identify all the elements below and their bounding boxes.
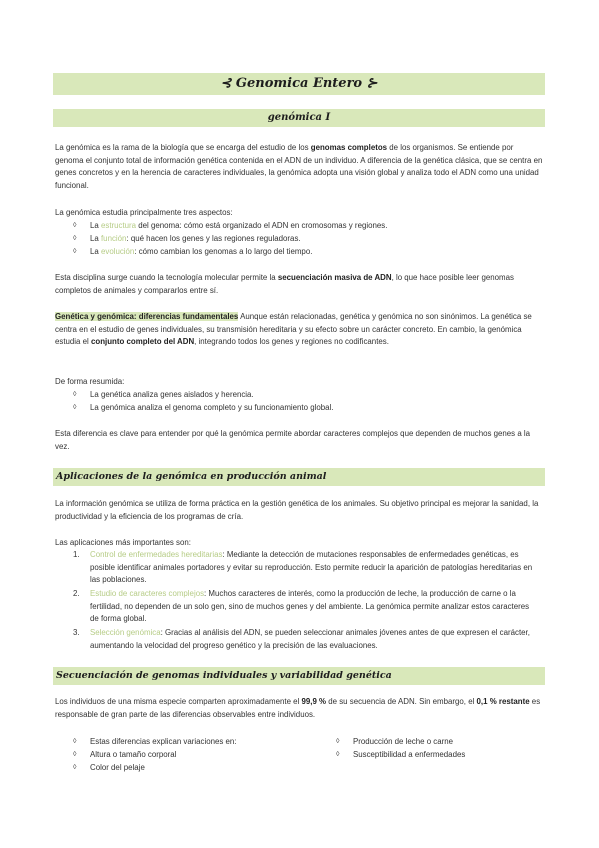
list-number: 3. [73, 628, 80, 637]
intro-paragraph: La genómica es la rama de la biología que se encarga del estudio de los genomas completos de los organismos. Se entiende por genoma el conjunto total de información genética contenida en el ADN de un individuo. A diferencia de la genética clásica, que se centra en genes concretos y en la herencia de caracteres individuales, la genómica adopta una visión global y analiza todo el ADN como una unidad funcional. [55, 143, 543, 190]
bullet-icon: ◊ [73, 222, 77, 229]
aspects-intro: La genómica estudia principalmente tres aspectos: [55, 208, 233, 217]
bullet-icon: ◊ [73, 391, 77, 398]
summary-intro: De forma resumida: [55, 377, 125, 386]
list-item: La genómica analiza el genoma completo y su funcionamiento global. [90, 403, 334, 412]
list-item: Estas diferencias explican variaciones en: [90, 737, 237, 746]
applications-paragraph: La información genómica se utiliza de forma práctica en la gestión genética de los animales. Su objetivo principal es mejorar la sanidad, la productividad y la eficiencia de los programas de cría. [55, 499, 539, 521]
discipline-paragraph: Esta disciplina surge cuando la tecnología molecular permite la secuenciación masiva de ADN, lo que hace posible leer genomas completos de animales y compararlos entre sí. [55, 273, 514, 295]
bullet-icon: ◊ [73, 404, 77, 411]
list-number: 1. [73, 550, 80, 559]
bullet-icon: ◊ [336, 751, 340, 758]
variability-paragraph: Los individuos de una misma especie comparten aproximadamente el 99,9 % de su secuencia de ADN. Sin embargo, el 0,1 % restante es responsable de gran parte de las diferencias observables entre individuos. [55, 697, 541, 719]
differences-paragraph: Genética y genómica: diferencias fundamentales Aunque están relacionadas, genética y genómica no son sinónimos. La genética se centra en el estudio de genes individuales, su transmisión hereditaria y su efecto sobre un carácter concreto. En cambio, la genómica estudia el conjunto completo del ADN, integrando todos los genes y regiones no codificantes. [55, 312, 532, 347]
page-title [53, 73, 545, 95]
section-heading: Aplicaciones de la genómica en producción animal [53, 468, 545, 486]
title-text: Genomica Entero [235, 76, 363, 91]
list-item: Color del pelaje [90, 763, 145, 772]
list-item: Altura o tamaño corporal [90, 750, 177, 759]
list-item: La evolución: cómo cambian los genomas a lo largo del tiempo. [90, 247, 313, 256]
subtitle: genómica I [53, 109, 545, 127]
list-item: Producción de leche o carne [353, 737, 454, 746]
list-item: La estructura del genoma: cómo está organizado el ADN en cromosomas y regiones. [90, 221, 388, 230]
title-deco-right: ⊱ [366, 76, 378, 91]
applications-intro: Las aplicaciones más importantes son: [55, 538, 191, 547]
ordered-list-item: Estudio de caracteres complejos: Muchos caracteres de interés, como la producción de leche, la producción de carne o la fertilidad, no dependen de un solo gen, sino de muchos genes y del ambiente. La genómica permite analizar estos caracteres de forma global. [90, 589, 530, 624]
differences-heading: Genética y genómica: diferencias fundamentales [55, 312, 239, 321]
differences-conclusion: Esta diferencia es clave para entender por qué la genómica permite abordar caracteres complejos que dependen de muchos genes a la vez. [55, 429, 531, 451]
bullet-icon: ◊ [73, 764, 77, 771]
list-item: La genética analiza genes aislados y herencia. [90, 390, 254, 399]
ordered-list-item: Control de enfermedades hereditarias: Mediante la detección de mutaciones responsables de enfermedades genéticas, es posible identificar animales portadores y evitar su reproducción. Esto permite reducir la aparición de patologías hereditarias en las poblaciones. [90, 550, 533, 585]
bullet-icon: ◊ [73, 751, 77, 758]
bullet-icon: ◊ [73, 248, 77, 255]
bullet-icon: ◊ [336, 738, 340, 745]
list-item: La función: qué hacen los genes y las regiones reguladoras. [90, 234, 301, 243]
ordered-list-item: Selección genómica: Gracias al análisis del ADN, se pueden seleccionar animales jóvenes antes de que expresen el carácter, aumentando la velocidad del progreso genético y la precisión de las evaluaciones. [90, 628, 530, 650]
bullet-icon: ◊ [73, 738, 77, 745]
section-heading: Secuenciación de genomas individuales y variabilidad genética [53, 667, 545, 685]
list-number: 2. [73, 589, 80, 598]
title-deco-left: ⊰ [220, 76, 232, 91]
bullet-icon: ◊ [73, 235, 77, 242]
list-item: Susceptibilidad a enfermedades [353, 750, 466, 759]
